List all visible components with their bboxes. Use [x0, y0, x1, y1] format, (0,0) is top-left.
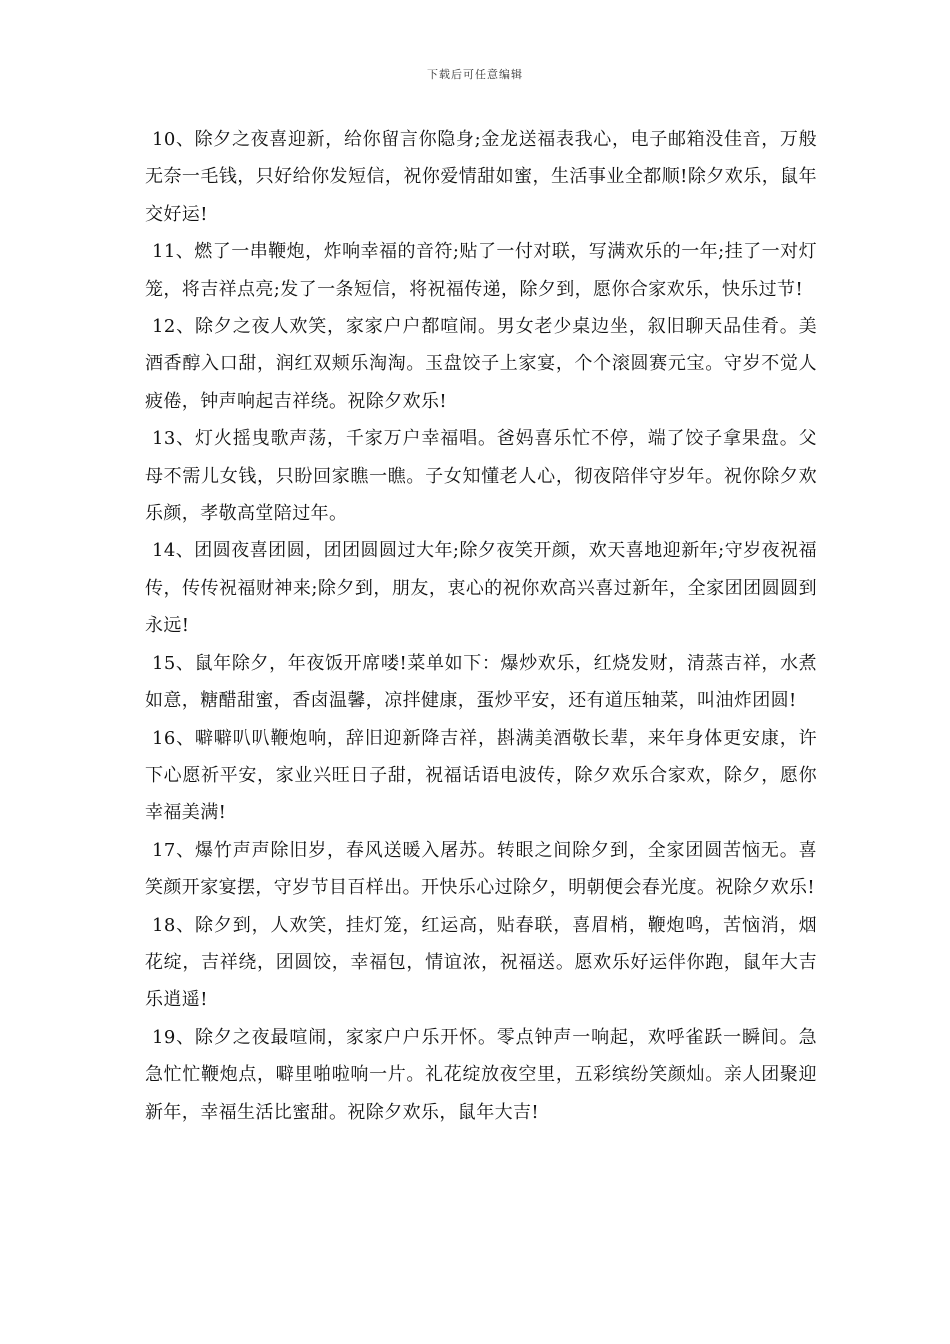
paragraph-12: 12、除夕之夜人欢笑，家家户户都喧闹。男女老少桌边坐，叙旧聊天品佳肴。美酒香醇入口甜，润红双颊乐淘淘。玉盘饺子上家宴，个个滚圆赛元宝。守岁不觉人疲倦，钟声响起吉祥绕。祝除夕欢乐! [145, 316, 817, 412]
paragraph-15: 15、鼠年除夕，年夜饭开席喽!菜单如下：爆炒欢乐，红烧发财，清蒸吉祥，水煮如意，糖醋甜蜜，香卤温馨，凉拌健康，蛋炒平安，还有道压轴菜，叫油炸团圆! [145, 652, 817, 712]
paragraph-10: 10、除夕之夜喜迎新，给你留言你隐身;金龙送福表我心，电子邮箱没佳音，万般无奈一毛钱，只好给你发短信，祝你爱情甜如蜜，生活事业全都顺!除夕欢乐，鼠年交好运! [145, 129, 817, 225]
document-body [145, 121, 817, 1131]
paragraph-13: 13、灯火摇曳歌声荡，千家万户幸福唱。爸妈喜乐忙不停，端了饺子拿果盘。父母不需儿女钱，只盼回家瞧一瞧。子女知懂老人心，彻夜陪伴守岁年。祝你除夕欢乐颜，孝敬高堂陪过年。 [145, 428, 817, 525]
paragraph-11: 11、燃了一串鞭炮，炸响幸福的音符;贴了一付对联，写满欢乐的一年;挂了一对灯笼，将吉祥点亮;发了一条短信，将祝福传递，除夕到，愿你合家欢乐，快乐过节! [145, 241, 817, 300]
paragraph-16: 16、噼噼叭叭鞭炮响，辞旧迎新降吉祥，斟满美酒敬长辈，来年身体更安康，许下心愿祈平安，家业兴旺日子甜，祝福话语电波传，除夕欢乐合家欢，除夕，愿你幸福美满! [145, 727, 817, 824]
header-note: 下载后可任意编辑 [427, 68, 523, 81]
paragraph-18: 18、除夕到，人欢笑，挂灯笼，红运高，贴春联，喜眉梢，鞭炮鸣，苦恼消，烟花绽，吉祥绕，团圆饺，幸福包，情谊浓，祝福送。愿欢乐好运伴你跑，鼠年大吉乐逍遥! [145, 914, 817, 1011]
paragraph-17: 17、爆竹声声除旧岁，春风送暖入屠苏。转眼之间除夕到，全家团圆苦恼无。喜笑颜开家宴摆，守岁节目百样出。开快乐心过除夕，明朝便会春光度。祝除夕欢乐! [145, 839, 817, 899]
paragraph-19: 19、除夕之夜最喧闹，家家户户乐开怀。零点钟声一响起，欢呼雀跃一瞬间。急急忙忙鞭炮点，噼里啪啦响一片。礼花绽放夜空里，五彩缤纷笑颜灿。亲人团聚迎新年，幸福生活比蜜甜。祝除夕欢乐，鼠年大吉! [145, 1026, 817, 1123]
paragraph-14: 14、团圆夜喜团圆，团团圆圆过大年;除夕夜笑开颜，欢天喜地迎新年;守岁夜祝福传，传传祝福财神来;除夕到，朋友，衷心的祝你欢高兴喜过新年，全家团团圆圆到永远! [145, 540, 817, 637]
